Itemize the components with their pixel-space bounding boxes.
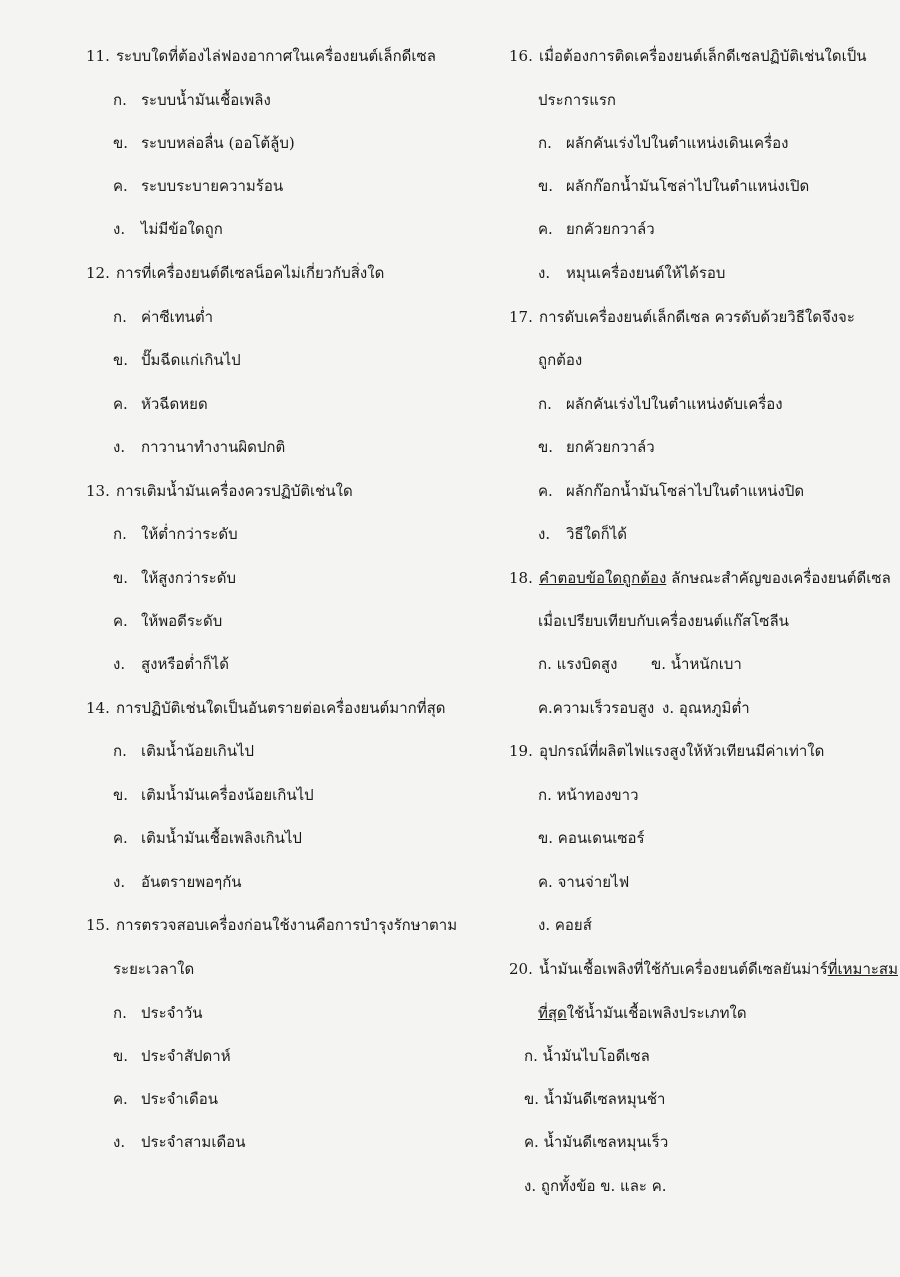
option-18-a: ก. แรงบิดสูง: [538, 655, 618, 673]
option-text: ผลักก๊อกน้ำมันโซล่าไปในตำแหน่งเปิด: [566, 177, 810, 195]
option-11-a: [113, 90, 271, 110]
option-letter: ข.: [113, 1047, 129, 1065]
option-18-c: ค.ความเร็วรอบสูง: [538, 699, 655, 717]
question-emphasis: ที่เหมาะสม: [827, 960, 898, 978]
option-letter: ข.: [538, 177, 554, 195]
question-emphasis: คำตอบข้อใดถูกต้อง: [539, 569, 667, 587]
option-15-a: [113, 1003, 203, 1023]
option-text: ระบบหล่อลื่น (ออโต้ลู้บ): [141, 134, 295, 152]
option-text: ยกคัวยกวาล์ว: [566, 438, 655, 456]
option-letter: ง.: [538, 264, 551, 282]
option-20-d: ง. ถูกทั้งข้อ ข. และ ค.: [524, 1177, 667, 1195]
option-17-a: [538, 394, 783, 414]
option-letter: ก.: [113, 91, 127, 109]
option-20-c: ค. น้ำมันดีเซลหมุนเร็ว: [524, 1133, 669, 1151]
question-17: [509, 307, 855, 327]
option-text: ระบบระบายความร้อน: [141, 177, 284, 195]
question-12: [86, 263, 384, 283]
option-19-a: ก. หน้าทองขาว: [538, 786, 639, 804]
option-text: กาวานาทำงานผิดปกติ: [141, 438, 286, 456]
option-text: ไม่มีข้อใดถูก: [141, 220, 223, 238]
question-text: การดับเครื่องยนต์เล็กดีเซล ควรดับด้วยวิธีใดจึงจะ: [539, 308, 855, 326]
option-16-b: [538, 176, 809, 196]
question-text: อุปกรณ์ที่ผลิตไฟแรงสูงให้หัวเทียนมีค่าเท่าใด: [539, 742, 825, 760]
question-text: การปฏิบัติเช่นใดเป็นอันตรายต่อเครื่องยนต์มากที่สุด: [116, 699, 446, 717]
question-emphasis: ที่สุด: [538, 1004, 567, 1022]
option-13-d: [113, 654, 229, 674]
option-text: ผลักคันเร่งไปในตำแหน่งเดินเครื่อง: [566, 134, 789, 152]
option-letter: ค.: [538, 220, 553, 238]
option-text: ระบบน้ำมันเชื้อเพลิง: [141, 91, 271, 109]
option-14-a: [113, 741, 254, 761]
option-text: หมุนเครื่องยนต์ให้ได้รอบ: [566, 264, 726, 282]
option-letter: ก.: [113, 308, 127, 326]
option-11-b: [113, 133, 295, 153]
option-letter: ก.: [113, 525, 127, 543]
option-letter: ข.: [113, 569, 129, 587]
option-letter: ค.: [113, 1090, 128, 1108]
option-14-c: [113, 828, 302, 848]
question-text: การตรวจสอบเครื่องก่อนใช้งานคือการบำรุงรักษาตาม: [116, 916, 458, 934]
option-19-d: ง. คอยส์: [538, 916, 592, 934]
question-text: เมื่อต้องการติดเครื่องยนต์เล็กดีเซลปฏิบัติเช่นใดเป็น: [539, 47, 867, 65]
question-19: [509, 741, 824, 761]
question-15-line2: ระยะเวลาใด: [113, 960, 195, 978]
option-letter: ก.: [538, 134, 552, 152]
option-text: ประจำสามเดือน: [141, 1133, 246, 1151]
option-text: ปั๊มฉีดแก่เกินไป: [141, 351, 241, 369]
option-11-c: [113, 176, 283, 196]
question-14: [86, 698, 445, 718]
option-letter: ก.: [538, 395, 552, 413]
option-20-b: ข. น้ำมันดีเซลหมุนช้า: [524, 1090, 666, 1108]
question-number: 14.: [86, 699, 110, 717]
question-20: [509, 959, 898, 979]
option-16-c: [538, 219, 655, 239]
option-text: ผลักก๊อกน้ำมันโซล่าไปในตำแหน่งปิด: [566, 482, 805, 500]
question-text: การที่เครื่องยนต์ดีเซลน็อคไม่เกี่ยวกับสิ่งใด: [116, 264, 385, 282]
question-text: การเติมน้ำมันเครื่องควรปฏิบัติเช่นใด: [116, 482, 353, 500]
option-20-a: ก. น้ำมันไบโอดีเซล: [524, 1047, 650, 1065]
question-number: 19.: [509, 742, 533, 760]
option-text: ยกคัวยกวาล์ว: [566, 220, 655, 238]
question-16-line2: ประการแรก: [538, 91, 617, 109]
option-letter: ค.: [113, 829, 128, 847]
option-letter: ง.: [113, 873, 126, 891]
option-19-b: ข. คอนเดนเซอร์: [538, 829, 645, 847]
option-text: หัวฉีดหยด: [141, 395, 208, 413]
option-letter: ข.: [113, 351, 129, 369]
option-14-b: [113, 785, 314, 805]
option-letter: ง.: [113, 220, 126, 238]
option-17-b: [538, 437, 655, 457]
option-letter: ข.: [113, 786, 129, 804]
option-text: ให้พอดีระดับ: [141, 612, 223, 630]
option-text: วิธีใดก็ได้: [566, 525, 628, 543]
question-18-line2: เมื่อเปรียบเทียบกับเครื่องยนต์แก๊สโซลีน: [538, 612, 789, 630]
question-15: [86, 915, 457, 935]
question-20-line2: [538, 1003, 747, 1023]
option-13-c: [113, 611, 222, 631]
option-text: เติมน้ำมันเชื้อเพลิงเกินไป: [141, 829, 302, 847]
question-11: [86, 46, 436, 66]
option-text: ค่าซีเทนต่ำ: [141, 308, 214, 326]
option-16-a: [538, 133, 788, 153]
option-16-d: [538, 263, 725, 283]
option-letter: ข.: [113, 134, 129, 152]
question-text: ระบบใดที่ต้องไล่ฟองอากาศในเครื่องยนต์เล็กดีเซล: [116, 47, 436, 65]
option-12-d: [113, 437, 285, 457]
question-number: 12.: [86, 264, 110, 282]
question-number: 20.: [509, 960, 533, 978]
question-number: 11.: [86, 47, 110, 65]
option-13-a: [113, 524, 238, 544]
option-12-b: [113, 350, 241, 370]
option-letter: ข.: [538, 438, 554, 456]
option-11-d: [113, 219, 223, 239]
option-text: ประจำเดือน: [141, 1090, 218, 1108]
option-13-b: [113, 568, 236, 588]
option-text: ให้สูงกว่าระดับ: [141, 569, 236, 587]
option-15-b: [113, 1046, 231, 1066]
option-text: อันตรายพอๆกัน: [141, 873, 242, 891]
question-text: ใช้น้ำมันเชื้อเพลิงประเภทใด: [566, 1004, 747, 1022]
option-letter: ค.: [113, 177, 128, 195]
option-text: ผลักคันเร่งไปในตำแหน่งดับเครื่อง: [566, 395, 783, 413]
option-letter: ค.: [113, 612, 128, 630]
option-text: เติมน้ำมันเครื่องน้อยเกินไป: [141, 786, 314, 804]
option-17-c: [538, 481, 804, 501]
question-text: น้ำมันเชื้อเพลิงที่ใช้กับเครื่องยนต์ดีเซลยันม่าร์: [539, 960, 828, 978]
option-letter: ค.: [538, 482, 553, 500]
option-text: เติมน้ำน้อยเกินไป: [141, 742, 255, 760]
question-18: [509, 568, 891, 588]
option-letter: ง.: [113, 438, 126, 456]
option-letter: ง.: [538, 525, 551, 543]
option-17-d: [538, 524, 627, 544]
option-text: สูงหรือต่ำก็ได้: [141, 655, 229, 673]
option-text: ให้ต่ำกว่าระดับ: [141, 525, 238, 543]
question-number: 17.: [509, 308, 533, 326]
option-12-c: [113, 394, 208, 414]
option-15-d: [113, 1132, 245, 1152]
option-letter: ค.: [113, 395, 128, 413]
question-text: ลักษณะสำคัญของเครื่องยนต์ดีเซล: [666, 569, 891, 587]
question-17-line2: ถูกต้อง: [538, 351, 583, 369]
question-number: 13.: [86, 482, 110, 500]
question-16: [509, 46, 867, 66]
option-14-d: [113, 872, 242, 892]
question-13: [86, 481, 353, 501]
option-19-c: ค. จานจ่ายไฟ: [538, 873, 630, 891]
option-text: ประจำสัปดาห์: [141, 1047, 231, 1065]
option-12-a: [113, 307, 213, 327]
question-number: 15.: [86, 916, 110, 934]
option-text: ประจำวัน: [141, 1004, 203, 1022]
option-18-d: ง. อุณหภูมิต่ำ: [662, 699, 750, 717]
option-letter: ก.: [113, 742, 127, 760]
option-letter: ก.: [113, 1004, 127, 1022]
option-15-c: [113, 1089, 218, 1109]
option-18-b: ข. น้ำหนักเบา: [651, 655, 742, 673]
option-letter: ง.: [113, 1133, 126, 1151]
question-number: 16.: [509, 47, 533, 65]
option-letter: ง.: [113, 655, 126, 673]
question-number: 18.: [509, 569, 533, 587]
